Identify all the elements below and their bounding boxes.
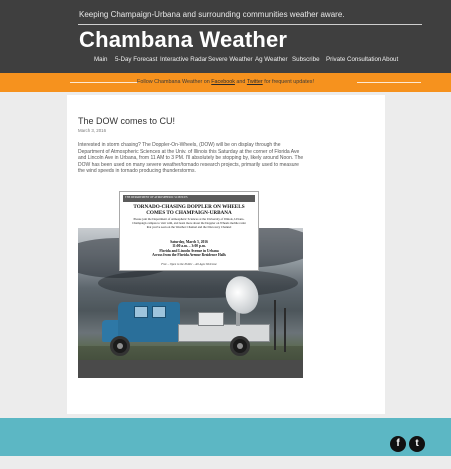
- nav-severe-weather[interactable]: Severe Weather: [208, 56, 253, 63]
- flyer-event-place2: Across from the Florida Avenue Residence Halls: [152, 253, 226, 258]
- site-tagline: Keeping Champaign-Urbana and surrounding communities weather aware.: [79, 10, 345, 19]
- header-divider: [78, 24, 422, 25]
- site-title[interactable]: Chambana Weather: [79, 27, 288, 52]
- follow-prefix: Follow Chambana Weather on: [137, 79, 212, 85]
- follow-text: [0, 79, 451, 85]
- post-content: [67, 95, 385, 414]
- site-footer: [0, 418, 451, 456]
- facebook-icon[interactable]: f: [390, 436, 406, 452]
- flyer-event-date: Saturday, March 5, 2016: [170, 240, 208, 244]
- nav-main[interactable]: Main: [94, 56, 108, 63]
- nav-ag-weather[interactable]: Ag Weather: [255, 56, 288, 63]
- twitter-link[interactable]: Twitter: [246, 79, 263, 85]
- flyer-event-details: [126, 240, 252, 258]
- flyer-title-line2: COMES TO CHAMPAIGN-URBANA: [146, 210, 232, 217]
- main-nav: [0, 56, 451, 68]
- nav-subscribe[interactable]: Subscribe: [292, 56, 320, 63]
- post-title[interactable]: The DOW comes to CU!: [78, 116, 176, 126]
- nav-interactive-radar[interactable]: Interactive Radar: [160, 56, 208, 63]
- flyer-header: THE DEPARTMENT OF ATMOSPHERIC SCIENCES: [123, 195, 255, 202]
- facebook-link[interactable]: Facebook: [211, 79, 235, 85]
- nav-private-consultation[interactable]: Private Consultation: [326, 56, 382, 63]
- flyer-footnote: Free – Open to the Public – All Ages Welcome: [161, 262, 217, 266]
- twitter-icon[interactable]: t: [409, 436, 425, 452]
- nav-5-day-forecast[interactable]: 5-Day Forecast: [115, 56, 158, 63]
- post-body: Interested in storm chasing? The Doppler-On-Wheels, (DOW) will be on display through the Department of Atmospheric Sciences at the Univ. of Illinois this Saturday at the corner of Florida Ave and Lincoln Ave in Urbana, from 11 AM to 3 PM. I'll absolutely be stopping by, likely around Noon. The DOW has been used on many severe weather/tornado research projects, primarily used to measure the wind speeds in tornado producing thunderstorms.: [78, 142, 304, 175]
- flyer-event-time: 11:00 a.m. – 3:00 p.m.: [172, 244, 206, 249]
- follow-middle: and: [234, 79, 247, 85]
- follow-suffix: for frequent updates!: [262, 79, 314, 85]
- flyer-title: [120, 204, 258, 217]
- flyer-title-line1: TORNADO-CHASING DOPPLER ON WHEELS: [133, 204, 245, 210]
- nav-about[interactable]: About: [382, 56, 399, 63]
- flyer-description: Please join the Department of Atmospheric Sciences at the University of Illinois, Urbana-Champaign campus to visit with, and learn more about the Doppler on Wheels mobile radar that you've seen on the Weather Channel and the Discovery Channel: [132, 217, 246, 229]
- flyer-event-place1: Florida and Lincoln Avenue in Urbana: [159, 248, 219, 253]
- post-date: March 3, 2016: [78, 128, 107, 133]
- dow-event-flyer: [119, 191, 259, 271]
- site-header: [0, 0, 451, 73]
- follow-bar: [0, 73, 451, 92]
